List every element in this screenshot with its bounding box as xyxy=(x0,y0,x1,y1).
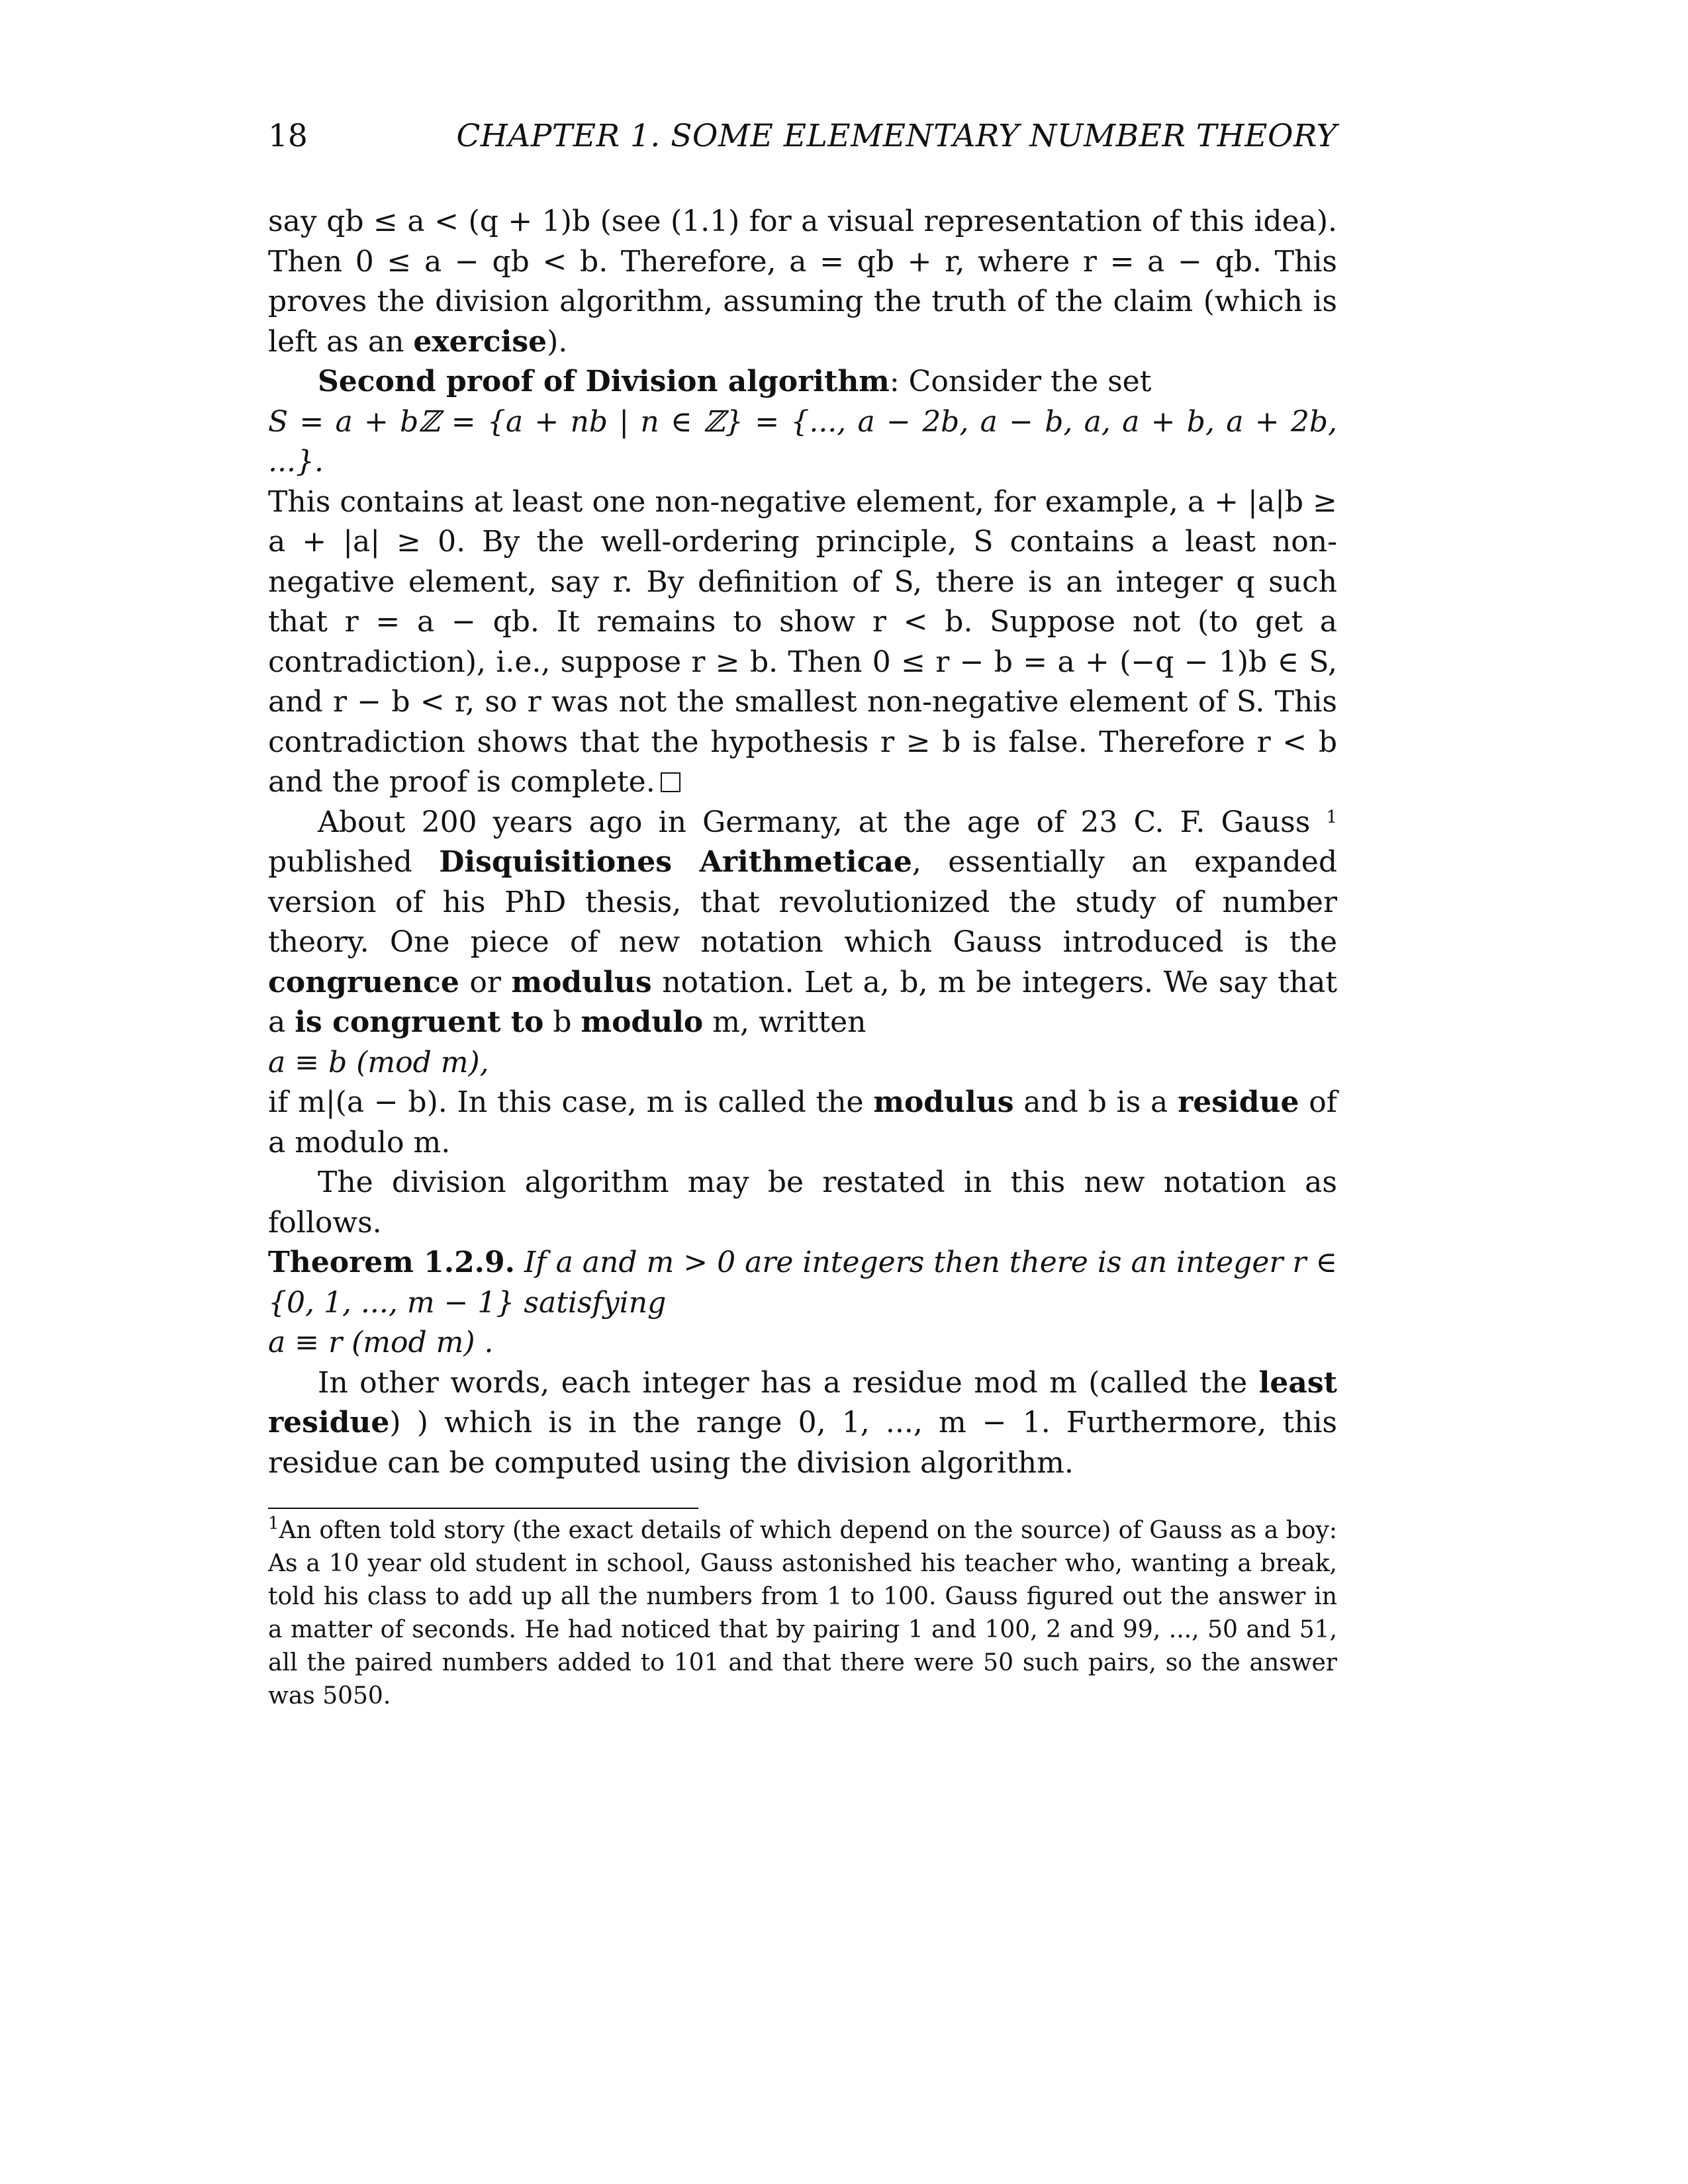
bold-term-disquisitiones: Disquisitiones Arithmeticae xyxy=(439,845,912,879)
theorem-label: Theorem 1.2.9. xyxy=(268,1246,515,1279)
text-run: and b is a xyxy=(1013,1085,1178,1119)
text-run: notation. Let a, b, m be integers. We say that a xyxy=(268,965,1337,1039)
text-run: b xyxy=(543,1005,581,1039)
display-equation-theorem: a ≡ r (mod m) . xyxy=(268,1326,494,1359)
theorem-statement: If a and m > 0 are integers then there is an integer r ∈ {0, 1, ..., m − 1} satisfying xyxy=(268,1246,1337,1320)
display-equation-set-s: S = a + bℤ = {a + nb | n ∈ ℤ} = {..., a − 2b, a − b, a, a + b, a + 2b, ...}. xyxy=(268,404,1337,478)
text-run: In other words, each integer has a residue mod m (called the xyxy=(318,1365,1259,1400)
bold-term-congruence: congruence xyxy=(268,965,459,999)
paragraph-least-residue xyxy=(268,1363,1337,1484)
bold-term-residue: residue xyxy=(1178,1085,1299,1119)
footnote-divider xyxy=(268,1508,698,1509)
text-run: m, written xyxy=(703,1005,867,1039)
paragraph-modulus-definition xyxy=(268,1083,1337,1163)
qed-box-icon xyxy=(661,772,680,792)
paragraph-second-proof-lead xyxy=(268,362,1337,402)
text-run: ) ) which is in the range 0, 1, ..., m − 1. Furthermore, this residue can be computed using the division algorithm. xyxy=(268,1406,1337,1480)
footnote-mark: 1 xyxy=(268,1514,279,1533)
theorem-1-2-9 xyxy=(268,1243,1337,1323)
text-run: ). xyxy=(547,324,568,359)
text-run: : Consider the set xyxy=(889,365,1152,398)
text-run: say qb ≤ a < (q + 1)b (see (1.1) for a visual representation of this idea). Then 0 ≤ a − qb < b. Therefore, a = qb + r, where r = a − qb. This proves the division algorithm, assuming the truth of the claim (which is left as an xyxy=(268,205,1337,359)
second-proof-heading: Second proof of Division algorithm xyxy=(318,365,890,398)
page-header xyxy=(268,116,1337,156)
bold-term-modulus-def: modulus xyxy=(873,1085,1014,1119)
bold-term-modulo: modulo xyxy=(581,1005,704,1039)
bold-term-modulus: modulus xyxy=(511,965,652,999)
page-number: 18 xyxy=(268,118,308,154)
paragraph-second-proof-body xyxy=(268,482,1337,803)
text-run: , essentially an expanded version of his PhD thesis, that revolutionized the study of number theory. One piece of new notation which Gauss introduced is the xyxy=(268,845,1337,959)
bold-term-is-congruent-to: is congruent to xyxy=(295,1005,544,1039)
text-run: of a modulo m. xyxy=(268,1085,1338,1160)
display-equation-congruence: a ≡ b (mod m), xyxy=(268,1045,489,1079)
text-run: published xyxy=(268,845,440,879)
bold-term-exercise: exercise xyxy=(413,324,547,359)
footnote-reference: 1 xyxy=(1326,807,1337,827)
text-run: or xyxy=(459,965,512,999)
text-run: if m|(a − b). In this case, m is called the xyxy=(268,1085,874,1119)
paragraph-gauss xyxy=(268,803,1337,1043)
text-run: This contains at least one non-negative element, for example, a + |a|b ≥ a + |a| ≥ 0. By the well-ordering principle, S contains a least non-negative element, say r. By definition of S, there is an integer q such that r = a − qb. It remains to show r < b. Suppose not (to get a contradiction), i.e., suppose r ≥ b. Then 0 ≤ r − b = a + (−q − 1)b ∈ S, and r − b < r, so r was not the smallest non-negative element of S. This contradiction shows that the hypothesis r ≥ b is false. Therefore r < b and the proof is complete. xyxy=(268,484,1337,799)
footnote xyxy=(268,1514,1337,1713)
paragraph-restate: The division algorithm may be restated in this new notation as follows. xyxy=(268,1165,1337,1240)
text-run: About 200 years ago in Germany, at the age of 23 C. F. Gauss xyxy=(318,805,1311,839)
footnote-text: An often told story (the exact details of which depend on the source) of Gauss as a boy: As a 10 year old student in school, Gauss astonished his teacher who, wanting a break, told his class to add up all the numbers from 1 to 100. Gauss figured out the answer in a matter of seconds. He had noticed that by pairing 1 and 100, 2 and 99, ..., 50 and 51, all the paired numbers added to 101 and that there were 50 such pairs, so the answer was 5050. xyxy=(268,1517,1337,1709)
running-title: CHAPTER 1. SOME ELEMENTARY NUMBER THEORY xyxy=(456,118,1337,154)
paragraph-division-proof-end xyxy=(268,202,1337,362)
main-text xyxy=(268,202,1337,1483)
bold-term-least-residue: least residue xyxy=(268,1365,1337,1439)
